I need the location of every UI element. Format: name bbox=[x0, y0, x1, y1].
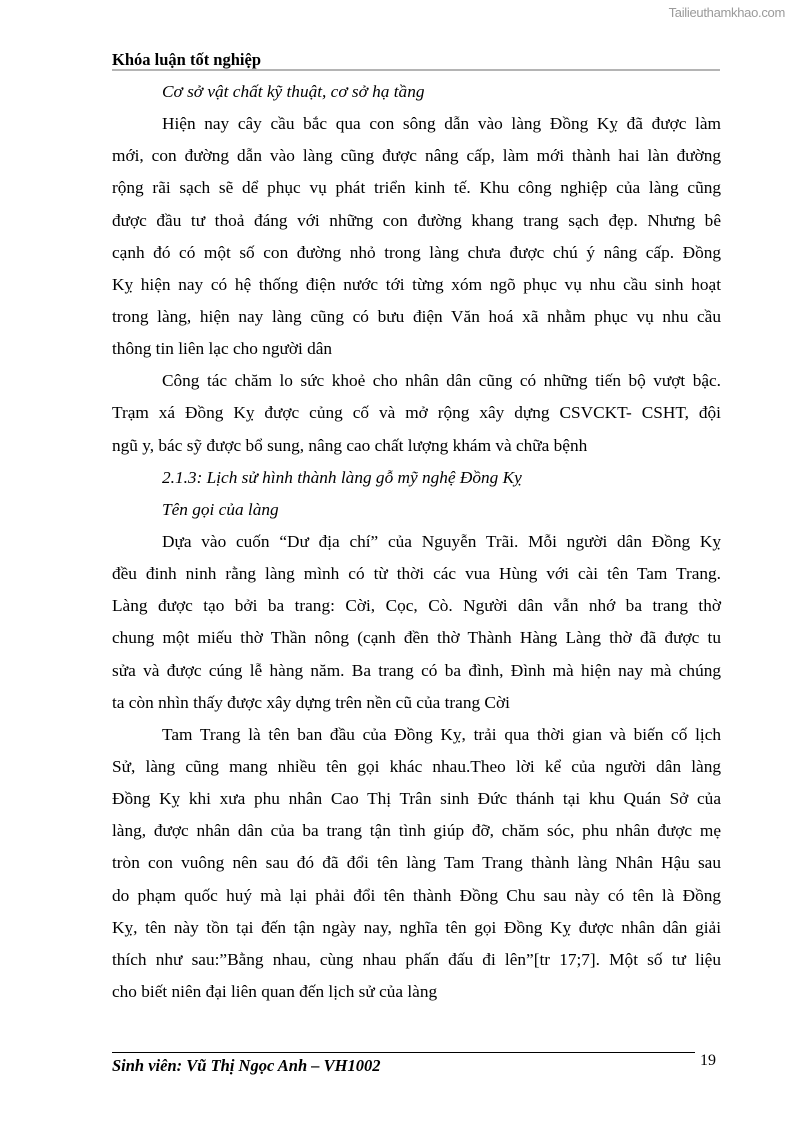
text-line: ta còn nhìn thấy được xây dựng trên nền cũ của trang Cời bbox=[112, 692, 510, 712]
text-line: Đồng Kỵ khi xưa phu nhân Cao Thị Trân sinh Đức thánh tại khu Quán Sở của bbox=[112, 789, 721, 809]
section-heading: Tên gọi của làng bbox=[162, 499, 279, 519]
text-line: tròn con vuông nên sau đó đã đổi tên làng Tam Trang thành làng Nhân Hậu sau bbox=[112, 853, 721, 873]
text-line: chung một miếu thờ Thần nông (cạnh đền thờ Thành Hàng Làng thờ đã được tu bbox=[112, 628, 721, 648]
footer-divider bbox=[112, 1052, 695, 1053]
page-number: 19 bbox=[700, 1052, 716, 1069]
header-divider bbox=[112, 69, 720, 71]
text-line: cho biết niên đại liên quan đến lịch sử của làng bbox=[112, 981, 438, 1001]
text-line: Công tác chăm lo sức khoẻ cho nhân dân cũng có những tiến bộ vượt bậc. bbox=[162, 371, 721, 391]
text-line: Hiện nay cây cầu bắc qua con sông dẫn vào làng Đồng Kỵ đã được làm bbox=[162, 114, 721, 134]
text-line: Sử, làng cũng mang nhiều tên gọi khác nhau.Theo lời kể của người dân làng bbox=[112, 756, 721, 776]
watermark: Tailieuthamkhao.com bbox=[668, 5, 785, 20]
text-line: cạnh đó có một số con đường nhỏ trong làng chưa được chú ý nâng cấp. Đồng bbox=[112, 242, 721, 262]
text-line: thích như sau:”Bằng nhau, cùng nhau phấn đấu đi lên”[tr 17;7]. Một số tư liệu bbox=[112, 949, 721, 969]
text-line: trong làng, hiện nay làng cũng có bưu điện Văn hoá xã nhằm phục vụ nhu cầu bbox=[112, 306, 721, 326]
text-line: Tam Trang là tên ban đầu của Đồng Kỵ, trải qua thời gian và biến cố lịch bbox=[162, 724, 721, 744]
text-line: đều đinh ninh rằng làng mình có từ thời các vua Hùng với cài tên Tam Trang. bbox=[112, 564, 721, 584]
text-line: sửa và được cúng lễ hàng năm. Ba trang có ba đình, Đình mà hiện nay mà chúng bbox=[112, 660, 721, 680]
text-line: thông tin liên lạc cho người dân bbox=[112, 339, 333, 359]
text-line: do phạm quốc huý mà lại phải đổi tên thành Đồng Chu sau này có tên là Đồng bbox=[112, 885, 721, 905]
text-line: Dựa vào cuốn “Dư địa chí” của Nguyễn Trãi. Mỗi người dân Đồng Kỵ bbox=[162, 531, 721, 551]
text-line: làng, được nhân dân của ba trang tận tình giúp đỡ, chăm sóc, phu nhân được mẹ bbox=[112, 821, 721, 841]
text-line: Kỵ hiện nay có hệ thống điện nước tới từng xóm ngõ phục vụ nhu cầu sinh hoạt bbox=[112, 274, 721, 294]
text-line: được đầu tư thoả đáng với những con đường khang trang sạch đẹp. Nhưng bê bbox=[112, 210, 721, 230]
text-line: Trạm xá Đồng Kỵ được củng cố và mở rộng xây dựng CSVCKT- CSHT, đội bbox=[112, 403, 721, 423]
document-body bbox=[112, 76, 721, 1008]
section-heading: Cơ sở vật chất kỹ thuật, cơ sở hạ tầng bbox=[162, 82, 425, 101]
text-line: rộng rãi sạch sẽ dể phục vụ phát triển kinh tế. Khu công nghiệp của làng cũng bbox=[112, 178, 721, 198]
text-line: Làng được tạo bởi ba trang: Cời, Cọc, Cò. Người dân vẫn nhớ ba trang thờ bbox=[112, 596, 721, 616]
text-line: Kỵ, tên này tồn tại đến tận ngày nay, nghĩa tên gọi Đồng Kỵ được nhân dân giải bbox=[112, 917, 721, 937]
text-line: mới, con đường dẫn vào làng cũng được nâng cấp, làm mới thành hai làn đường bbox=[112, 146, 721, 166]
footer-author: Sinh viên: Vũ Thị Ngọc Anh – VH1002 bbox=[112, 1056, 381, 1075]
section-heading: 2.1.3: Lịch sử hình thành làng gỗ mỹ nghệ Đồng Kỵ bbox=[162, 467, 522, 487]
text-line: ngũ y, bác sỹ được bổ sung, nâng cao chất lượng khám và chữa bệnh bbox=[112, 435, 588, 455]
running-header: Khóa luận tốt nghiệp bbox=[112, 50, 261, 69]
